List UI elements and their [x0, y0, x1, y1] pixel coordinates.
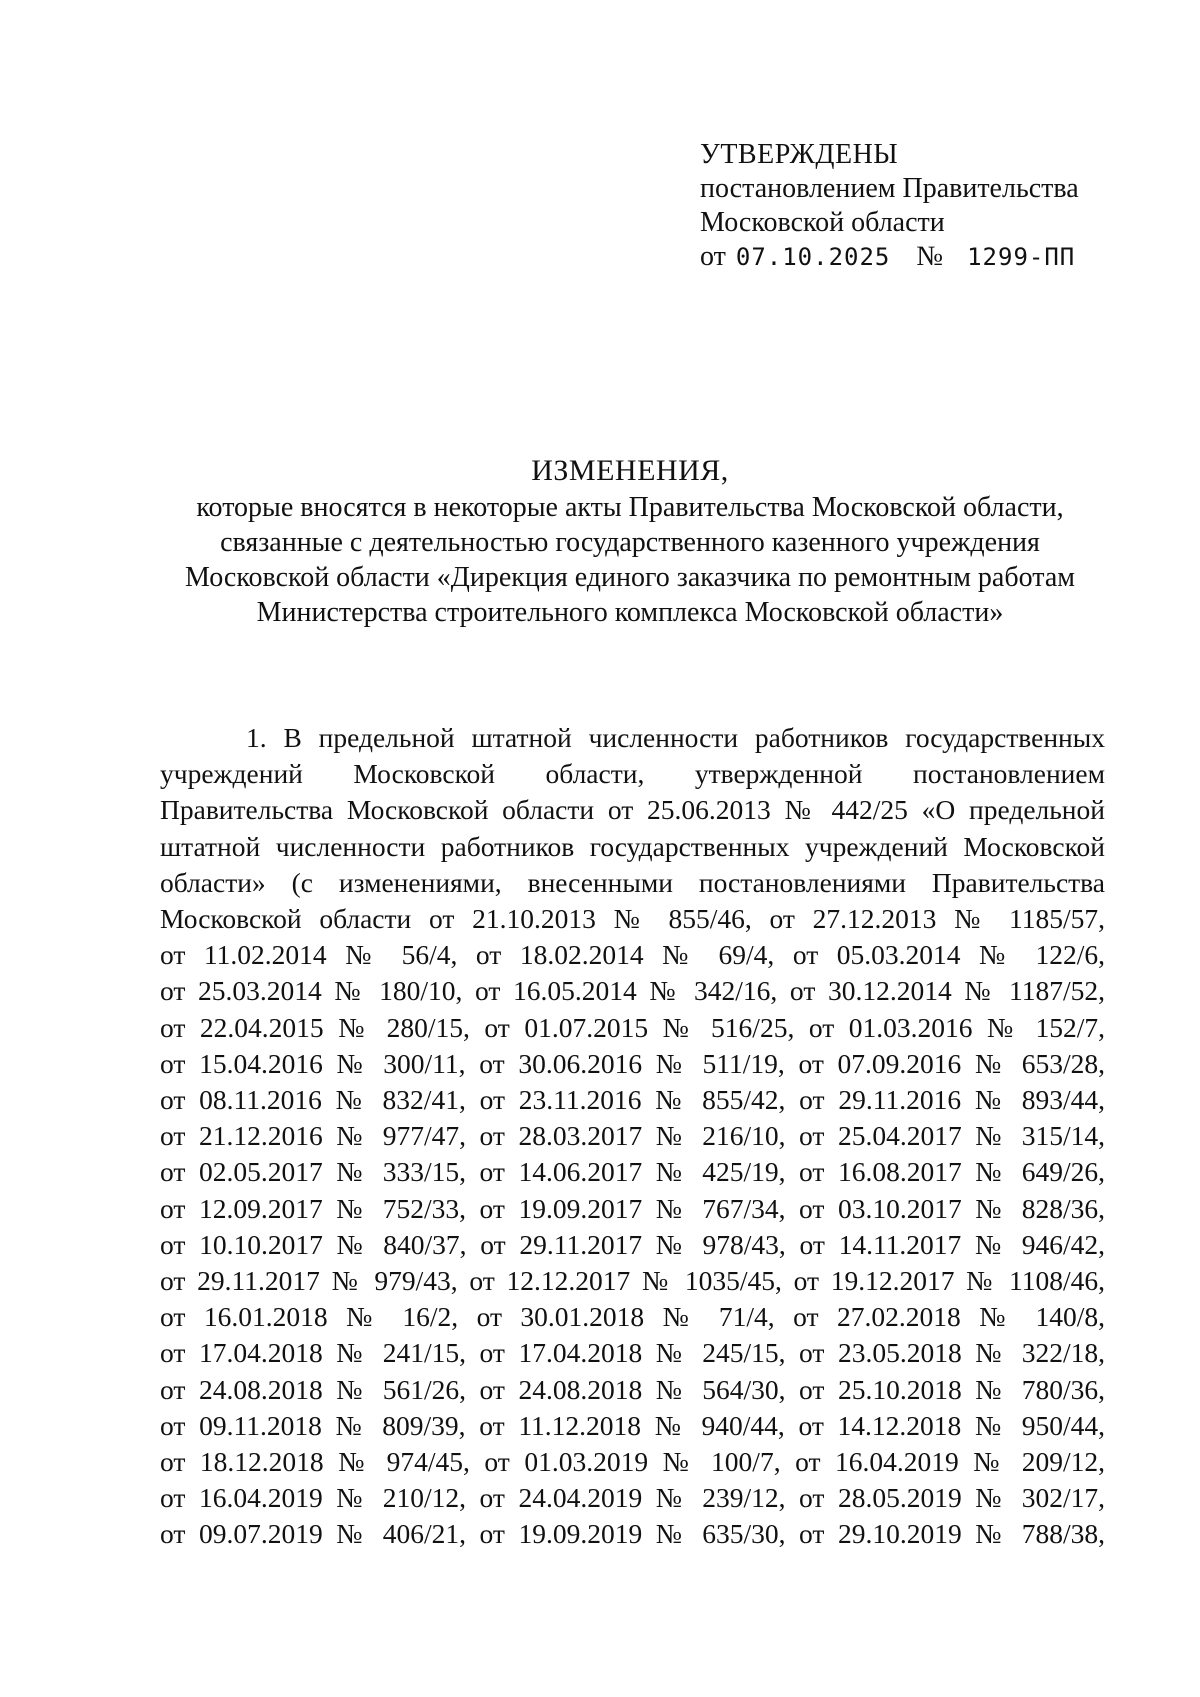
document-body — [160, 720, 1105, 1553]
body-line: от 24.08.2018 № 561/26, от 24.08.2018 № 564/30, от 25.10.2018 № 780/36, — [160, 1373, 1105, 1405]
body-line: Правительства Московской области от 25.06.2013 № 442/25 «О предельной — [160, 794, 1105, 826]
approval-title: УТВЕРЖДЕНЫ — [700, 139, 899, 170]
body-line: штатной численности работников государственных учреждений Московской — [160, 830, 1105, 862]
approval-line-decree: постановлением Правительства — [700, 173, 1079, 204]
body-line: от 16.04.2019 № 210/12, от 24.04.2019 № 239/12, от 28.05.2019 № 302/17, — [160, 1482, 1105, 1514]
body-line: от 16.01.2018 № 16/2, от 30.01.2018 № 71/4, от 27.02.2018 № 140/8, — [160, 1301, 1105, 1333]
body-line: от 15.04.2016 № 300/11, от 30.06.2016 № 511/19, от 07.09.2016 № 653/28, — [160, 1047, 1105, 1079]
body-line: от 18.12.2018 № 974/45, от 01.03.2019 № 100/7, от 16.04.2019 № 209/12, — [160, 1446, 1105, 1478]
heading-title: ИЗМЕНЕНИЯ, — [531, 454, 729, 487]
approval-stamp-block — [700, 138, 1079, 274]
body-line: от 09.07.2019 № 406/21, от 19.09.2019 № 635/30, от 29.10.2019 № 788/38, — [160, 1518, 1105, 1550]
body-line: от 02.05.2017 № 333/15, от 14.06.2017 № 425/19, от 16.08.2017 № 649/26, — [160, 1156, 1105, 1188]
body-line: от 08.11.2016 № 832/41, от 23.11.2016 № 855/42, от 29.11.2016 № 893/44, — [160, 1084, 1105, 1116]
body-line: от 29.11.2017 № 979/43, от 12.12.2017 № 1035/45, от 19.12.2017 № 1108/46, — [160, 1265, 1105, 1297]
body-line: от 21.12.2016 № 977/47, от 28.03.2017 № 216/10, от 25.04.2017 № 315/14, — [160, 1120, 1105, 1152]
body-line: учреждений Московской области, утвержденной постановлением — [160, 758, 1105, 790]
body-line: области» (с изменениями, внесенными постановлениями Правительства — [160, 866, 1105, 898]
body-line: от 17.04.2018 № 241/15, от 17.04.2018 № 245/15, от 23.05.2018 № 322/18, — [160, 1337, 1105, 1369]
heading-line: Московской области «Дирекция единого заказчика по ремонтным работам — [185, 562, 1075, 593]
approval-number-sign: № — [916, 241, 944, 272]
body-line: от 25.03.2014 № 180/10, от 16.05.2014 № 342/16, от 30.12.2014 № 1187/52, — [160, 975, 1105, 1007]
document-heading — [170, 453, 1090, 630]
body-line: Московской области от 21.10.2013 № 855/46, от 27.12.2013 № 1185/57, — [160, 903, 1105, 935]
approval-number: 1299-ПП — [967, 243, 1076, 271]
body-line: от 10.10.2017 № 840/37, от 29.11.2017 № 978/43, от 14.11.2017 № 946/42, — [160, 1228, 1105, 1260]
approval-decree-reference — [700, 240, 1079, 274]
body-line: 1. В предельной штатной численности работников государственных — [246, 722, 1105, 753]
body-line: от 12.09.2017 № 752/33, от 19.09.2017 № 767/34, от 03.10.2017 № 828/36, — [160, 1192, 1105, 1224]
heading-line: Министерства строительного комплекса Московской области» — [256, 597, 1004, 628]
body-line: от 11.02.2014 № 56/4, от 18.02.2014 № 69/4, от 05.03.2014 № 122/6, — [160, 939, 1105, 971]
heading-line: связанные с деятельностью государственного казенного учреждения — [220, 527, 1040, 558]
body-line: от 22.04.2015 № 280/15, от 01.07.2015 № 516/25, от 01.03.2016 № 152/7, — [160, 1011, 1105, 1043]
approval-from-label: от — [700, 241, 726, 272]
heading-line: которые вносятся в некоторые акты Правительства Московской области, — [196, 492, 1064, 523]
body-line: от 09.11.2018 № 809/39, от 11.12.2018 № 940/44, от 14.12.2018 № 950/44, — [160, 1409, 1105, 1441]
approval-line-region: Московской области — [700, 207, 945, 238]
approval-date: 07.10.2025 — [735, 243, 891, 271]
